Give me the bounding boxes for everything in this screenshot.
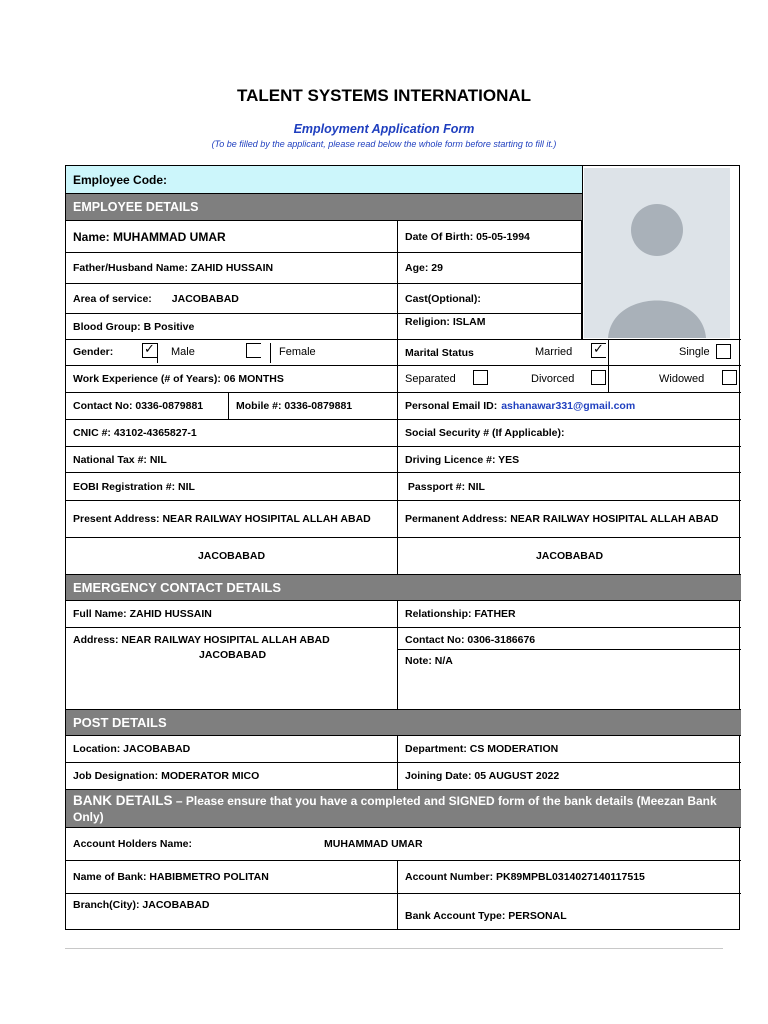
account-holder-row	[66, 827, 741, 860]
joining-date: Joining Date: 05 AUGUST 2022	[398, 762, 741, 789]
present-address: Present Address: NEAR RAILWAY HOSIPITAL ALLAH ABAD	[66, 500, 398, 537]
area-of-service-label: Area of service:	[73, 292, 152, 305]
employee-name: Name: MUHAMMAD UMAR	[66, 220, 398, 252]
area-of-service	[66, 283, 398, 313]
female-label: Female	[279, 346, 316, 358]
religion: Religion: ISLAM	[398, 313, 582, 339]
married-checkbox[interactable]	[591, 343, 606, 358]
emergency-relationship: Relationship: FATHER	[398, 600, 741, 627]
single-checkbox[interactable]	[716, 344, 731, 359]
driving-licence: Driving Licence #: YES	[398, 446, 741, 472]
account-holder-value: MUHAMMAD UMAR	[324, 838, 423, 850]
area-of-service-value: JACOBABAD	[171, 292, 239, 305]
emergency-address-line1: Address: NEAR RAILWAY HOSIPITAL ALLAH ABAD	[73, 634, 330, 646]
gender-label: Gender:	[73, 346, 114, 358]
email-label: Personal Email ID:	[405, 400, 498, 412]
emergency-address-line2: JACOBABAD	[199, 649, 267, 661]
section-header-bank	[66, 789, 741, 827]
contact-number: Contact No: 0336-0879881	[66, 392, 229, 419]
separated-label: Separated	[405, 373, 456, 385]
emergency-full-name: Full Name: ZAHID HUSSAIN	[66, 600, 398, 627]
post-location: Location: JACOBABAD	[66, 735, 398, 762]
single-label: Single	[679, 346, 710, 358]
widowed-checkbox[interactable]	[722, 370, 737, 385]
section-header-emergency: EMERGENCY CONTACT DETAILS	[66, 574, 741, 600]
emergency-contact: Contact No: 0306-3186676	[398, 627, 741, 649]
section-header-employee: EMPLOYEE DETAILS	[66, 193, 582, 220]
gender-row	[66, 339, 398, 365]
emergency-note: Note: N/A	[398, 649, 741, 709]
work-experience: Work Experience (# of Years): 06 MONTHS	[66, 365, 398, 392]
date-of-birth: Date Of Birth: 05-05-1994	[398, 220, 582, 252]
account-number: Account Number: PK89MPBL0314027140117515	[398, 860, 741, 893]
marital-status-label: Marital Status	[398, 339, 609, 365]
company-title: TALENT SYSTEMS INTERNATIONAL	[236, 86, 532, 105]
blood-group: Blood Group: B Positive	[66, 313, 398, 339]
female-checkbox[interactable]	[246, 343, 261, 358]
job-designation: Job Designation: MODERATOR MICO	[66, 762, 398, 789]
male-label: Male	[171, 346, 195, 358]
married-label: Married	[535, 346, 573, 358]
female-divider	[270, 343, 271, 363]
divorced-label: Divorced	[531, 373, 575, 385]
present-address-city: JACOBABAD	[66, 537, 398, 574]
passport-number: Passport #: NIL	[398, 472, 741, 500]
cast: Cast(Optional):	[398, 283, 582, 313]
post-department: Department: CS MODERATION	[398, 735, 741, 762]
form-title: Employment Application Form	[293, 122, 475, 136]
applicant-photo	[584, 168, 730, 338]
footer-divider	[65, 948, 723, 949]
mobile-number: Mobile #: 0336-0879881	[229, 392, 398, 419]
photo-column-divider	[582, 166, 583, 339]
male-checkbox[interactable]	[142, 343, 157, 358]
separated-checkbox[interactable]	[473, 370, 488, 385]
email-link[interactable]: ashanawar331@gmail.com	[501, 400, 636, 412]
personal-email	[398, 392, 741, 419]
checkmark-icon: ✓	[593, 341, 604, 356]
checkmark-icon: ✓	[144, 341, 155, 356]
national-tax: National Tax #: NIL	[66, 446, 398, 472]
section-header-post: POST DETAILS	[66, 709, 741, 735]
gender-divider	[157, 343, 158, 363]
social-security: Social Security # (If Applicable):	[398, 419, 741, 446]
account-holder-label: Account Holders Name:	[73, 838, 193, 850]
emergency-address	[66, 627, 398, 709]
permanent-address-city: JACOBABAD	[398, 537, 741, 574]
bank-header-note: – Please ensure that you have a completed and SIGNED form of the bank details (Meezan Bank Only)	[73, 794, 717, 824]
bank-header-title: BANK DETAILS	[73, 793, 173, 808]
permanent-address: Permanent Address: NEAR RAILWAY HOSIPITAL ALLAH ABAD	[398, 500, 741, 537]
bank-name: Name of Bank: HABIBMETRO POLITAN	[66, 860, 398, 893]
photo-placeholder-icon	[584, 168, 730, 338]
age: Age: 29	[398, 252, 582, 283]
bank-account-type: Bank Account Type: PERSONAL	[398, 893, 741, 929]
eobi-registration: EOBI Registration #: NIL	[66, 472, 398, 500]
divorced-checkbox[interactable]	[591, 370, 606, 385]
father-name: Father/Husband Name: ZAHID HUSSAIN	[66, 252, 398, 283]
form-instruction: (To be filled by the applicant, please read below the whole form before starting to fill it.)	[211, 139, 557, 149]
employee-code-field[interactable]: Employee Code:	[66, 166, 582, 193]
bank-branch: Branch(City): JACOBABAD	[66, 893, 398, 929]
cnic-number: CNIC #: 43102-4365827-1	[66, 419, 398, 446]
widowed-label: Widowed	[659, 373, 705, 385]
